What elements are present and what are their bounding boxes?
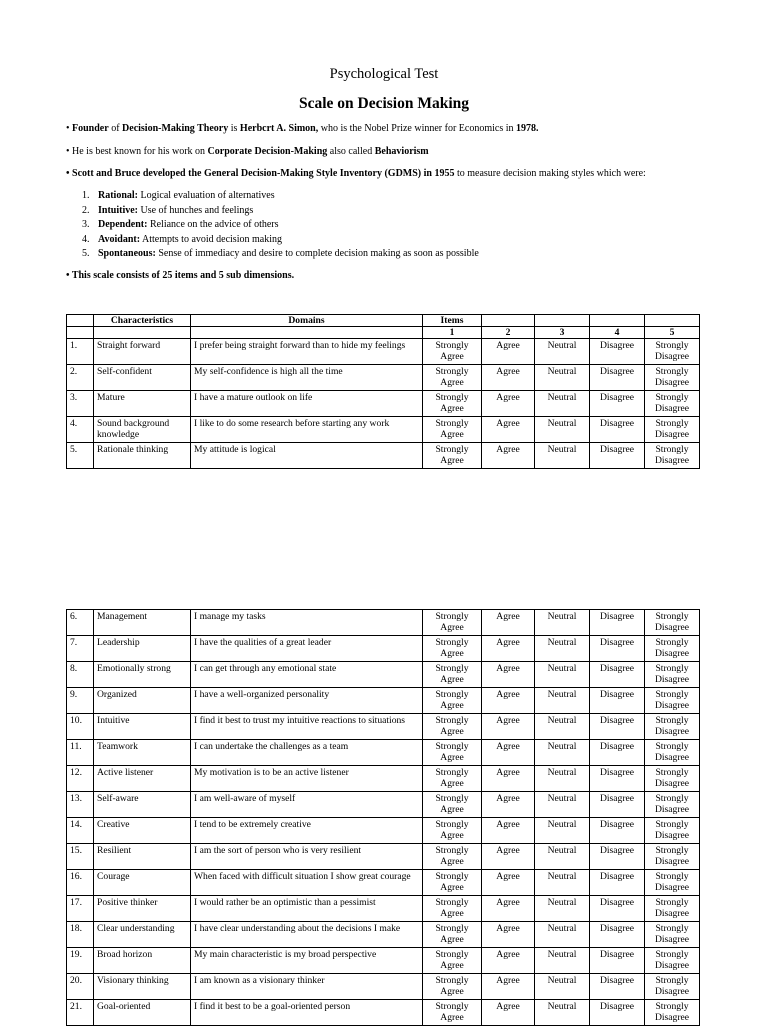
rating-option-2[interactable]: Agree (482, 974, 535, 1000)
table-row (67, 922, 700, 948)
row-characteristic: Intuitive (94, 714, 191, 740)
rating-option-3[interactable]: Neutral (535, 443, 590, 469)
row-domain: I would rather be an optimistic than a pessimist (191, 896, 423, 922)
rating-option-3[interactable]: Neutral (535, 974, 590, 1000)
rating-option-2[interactable]: Agree (482, 844, 535, 870)
row-number: 20. (67, 974, 94, 1000)
row-domain: I am the sort of person who is very resilient (191, 844, 423, 870)
rating-option-2[interactable]: Agree (482, 792, 535, 818)
rating-option-2[interactable]: Agree (482, 636, 535, 662)
list-number: 2. (82, 204, 90, 216)
decision-style-item (82, 233, 479, 248)
table-row (67, 948, 700, 974)
rating-option-2[interactable]: Agree (482, 1000, 535, 1026)
rating-option-4[interactable]: Disagree (590, 948, 645, 974)
row-characteristic: Straight forward (94, 339, 191, 365)
row-characteristic: Sound background knowledge (94, 417, 191, 443)
row-number: 8. (67, 662, 94, 688)
rating-option-4[interactable]: Disagree (590, 844, 645, 870)
rating-option-4[interactable]: Disagree (590, 339, 645, 365)
rating-option-5[interactable]: Strongly Disagree (645, 443, 700, 469)
rating-option-4[interactable]: Disagree (590, 870, 645, 896)
rating-option-2[interactable]: Agree (482, 870, 535, 896)
list-number: 1. (82, 190, 90, 201)
rating-option-1[interactable]: Strongly Agree (423, 391, 482, 417)
row-characteristic: Visionary thinking (94, 974, 191, 1000)
rating-option-5[interactable]: Strongly Disagree (645, 922, 700, 948)
rating-option-1[interactable]: Strongly Agree (423, 818, 482, 844)
row-domain: I find it best to trust my intuitive reactions to situations (191, 714, 423, 740)
scale-table-part2 (66, 609, 700, 1026)
row-domain: I can undertake the challenges as a team (191, 740, 423, 766)
table-row (67, 896, 700, 922)
row-characteristic: Resilient (94, 844, 191, 870)
row-characteristic: Active listener (94, 766, 191, 792)
rating-option-4[interactable]: Disagree (590, 896, 645, 922)
rating-option-4[interactable]: Disagree (590, 688, 645, 714)
rating-option-1[interactable]: Strongly Agree (423, 610, 482, 636)
row-domain: I can get through any emotional state (191, 662, 423, 688)
rating-option-2[interactable]: Agree (482, 714, 535, 740)
rating-option-4[interactable]: Disagree (590, 610, 645, 636)
bullet-gdms (66, 168, 646, 179)
bullet-founder (66, 123, 538, 134)
rating-option-5[interactable]: Strongly Disagree (645, 714, 700, 740)
rating-option-3[interactable]: Neutral (535, 1000, 590, 1026)
rating-option-1[interactable]: Strongly Agree (423, 443, 482, 469)
row-number: 15. (67, 844, 94, 870)
rating-option-5[interactable]: Strongly Disagree (645, 792, 700, 818)
rating-option-2[interactable]: Agree (482, 391, 535, 417)
rating-option-5[interactable]: Strongly Disagree (645, 391, 700, 417)
row-domain: I am well-aware of myself (191, 792, 423, 818)
row-characteristic: Organized (94, 688, 191, 714)
rating-option-1[interactable]: Strongly Agree (423, 844, 482, 870)
rating-option-2[interactable]: Agree (482, 766, 535, 792)
decision-style-item (82, 189, 479, 204)
bullet-bold: • This scale consists of 25 items and 5 sub dimensions. (66, 270, 295, 281)
table-row (67, 688, 700, 714)
row-number: 5. (67, 443, 94, 469)
rating-option-4[interactable]: Disagree (590, 636, 645, 662)
row-domain: I have a mature outlook on life (191, 391, 423, 417)
rating-option-1[interactable]: Strongly Agree (423, 636, 482, 662)
row-number: 12. (67, 766, 94, 792)
rating-option-2[interactable]: Agree (482, 417, 535, 443)
bullet-known-for (66, 146, 429, 157)
rating-option-1[interactable]: Strongly Agree (423, 365, 482, 391)
rating-option-4[interactable]: Disagree (590, 365, 645, 391)
row-number: 3. (67, 391, 94, 417)
header-cell (590, 315, 645, 327)
decision-style-item (82, 204, 479, 219)
table-row (67, 818, 700, 844)
bullet-bold: Behaviorism (374, 146, 429, 157)
rating-option-4[interactable]: Disagree (590, 417, 645, 443)
rating-option-1[interactable]: Strongly Agree (423, 870, 482, 896)
rating-option-3[interactable]: Neutral (535, 688, 590, 714)
rating-option-4[interactable]: Disagree (590, 766, 645, 792)
row-number: 6. (67, 610, 94, 636)
table-row (67, 740, 700, 766)
table-row (67, 417, 700, 443)
rating-option-4[interactable]: Disagree (590, 740, 645, 766)
rating-option-5[interactable]: Strongly Disagree (645, 766, 700, 792)
row-domain: I like to do some research before starting any work (191, 417, 423, 443)
rating-option-3[interactable]: Neutral (535, 610, 590, 636)
row-number: 10. (67, 714, 94, 740)
bullet-text: of (108, 123, 123, 134)
rating-option-2[interactable]: Agree (482, 740, 535, 766)
rating-option-4[interactable]: Disagree (590, 714, 645, 740)
rating-option-3[interactable]: Neutral (535, 844, 590, 870)
row-characteristic: Broad horizon (94, 948, 191, 974)
rating-option-1[interactable]: Strongly Agree (423, 922, 482, 948)
header-col-3: 3 (535, 327, 590, 339)
row-domain: My main characteristic is my broad perspective (191, 948, 423, 974)
header-col-1: 1 (423, 327, 482, 339)
row-characteristic: Management (94, 610, 191, 636)
row-number: 4. (67, 417, 94, 443)
table-row (67, 870, 700, 896)
rating-option-5[interactable]: Strongly Disagree (645, 610, 700, 636)
rating-option-5[interactable]: Strongly Disagree (645, 740, 700, 766)
rating-option-2[interactable]: Agree (482, 688, 535, 714)
list-number: 4. (82, 233, 90, 245)
rating-option-1[interactable]: Strongly Agree (423, 766, 482, 792)
row-number: 16. (67, 870, 94, 896)
row-domain: I find it best to be a goal-oriented person (191, 1000, 423, 1026)
row-number: 1. (67, 339, 94, 365)
row-domain: I am known as a visionary thinker (191, 974, 423, 1000)
row-number: 2. (67, 365, 94, 391)
style-description: Attempts to avoid decision making (140, 233, 282, 245)
rating-option-5[interactable]: Strongly Disagree (645, 818, 700, 844)
row-number: 9. (67, 688, 94, 714)
row-number: 19. (67, 948, 94, 974)
rating-option-5[interactable]: Strongly Disagree (645, 339, 700, 365)
row-number: 11. (67, 740, 94, 766)
style-name: Rational: (98, 190, 138, 201)
rating-option-3[interactable]: Neutral (535, 339, 590, 365)
decision-styles-list (82, 189, 479, 262)
header-col-4: 4 (590, 327, 645, 339)
style-description: Logical evaluation of alternatives (138, 190, 275, 201)
page-subtitle: Scale on Decision Making (298, 95, 470, 112)
rating-option-5[interactable]: Strongly Disagree (645, 636, 700, 662)
rating-option-1[interactable]: Strongly Agree (423, 339, 482, 365)
row-characteristic: Self-confident (94, 365, 191, 391)
bullet-bold: Corporate Decision-Making (207, 146, 328, 157)
header-domains: Domains (191, 315, 423, 327)
rating-option-4[interactable]: Disagree (590, 922, 645, 948)
table-row (67, 339, 700, 365)
table-row (67, 792, 700, 818)
header-col-5: 5 (645, 327, 700, 339)
rating-option-1[interactable]: Strongly Agree (423, 948, 482, 974)
rating-option-5[interactable]: Strongly Disagree (645, 974, 700, 1000)
table-header-numbers-row (67, 327, 700, 339)
bullet-bold: Herbcrt A. Simon, (239, 123, 319, 134)
bullet-bold: 1978. (515, 123, 539, 134)
row-number: 17. (67, 896, 94, 922)
rating-option-2[interactable]: Agree (482, 365, 535, 391)
header-cell (535, 315, 590, 327)
rating-option-3[interactable]: Neutral (535, 417, 590, 443)
rating-option-3[interactable]: Neutral (535, 636, 590, 662)
rating-option-1[interactable]: Strongly Agree (423, 1000, 482, 1026)
row-characteristic: Clear understanding (94, 922, 191, 948)
table-row (67, 365, 700, 391)
row-characteristic: Courage (94, 870, 191, 896)
row-characteristic: Self-aware (94, 792, 191, 818)
rating-option-3[interactable]: Neutral (535, 740, 590, 766)
rating-option-5[interactable]: Strongly Disagree (645, 688, 700, 714)
rating-option-5[interactable]: Strongly Disagree (645, 417, 700, 443)
style-name: Intuitive: (98, 204, 138, 216)
list-number: 3. (82, 219, 90, 231)
table-row (67, 714, 700, 740)
row-characteristic: Emotionally strong (94, 662, 191, 688)
rating-option-4[interactable]: Disagree (590, 792, 645, 818)
rating-option-3[interactable]: Neutral (535, 818, 590, 844)
style-description: Reliance on the advice of others (147, 219, 279, 231)
bullet-scale-info (66, 270, 294, 281)
scale-table-part1 (66, 314, 700, 469)
row-domain: I manage my tasks (191, 610, 423, 636)
rating-option-5[interactable]: Strongly Disagree (645, 948, 700, 974)
header-cell (67, 315, 94, 327)
row-domain: I have the qualities of a great leader (191, 636, 423, 662)
rating-option-4[interactable]: Disagree (590, 443, 645, 469)
table-row (67, 974, 700, 1000)
rating-option-4[interactable]: Disagree (590, 1000, 645, 1026)
table-row (67, 1000, 700, 1026)
rating-option-2[interactable]: Agree (482, 922, 535, 948)
rating-option-2[interactable]: Agree (482, 948, 535, 974)
header-items: Items (423, 315, 482, 327)
row-characteristic: Positive thinker (94, 896, 191, 922)
rating-option-3[interactable]: Neutral (535, 948, 590, 974)
rating-option-5[interactable]: Strongly Disagree (645, 844, 700, 870)
table-row (67, 662, 700, 688)
rating-option-5[interactable]: Strongly Disagree (645, 365, 700, 391)
bullet-bold: • Scott and Bruce developed the General Decision-Making Style Inventory (GDMS) in 1955 (66, 168, 455, 179)
rating-option-1[interactable]: Strongly Agree (423, 792, 482, 818)
table-row (67, 636, 700, 662)
rating-option-1[interactable]: Strongly Agree (423, 714, 482, 740)
style-name: Dependent: (98, 219, 148, 231)
rating-option-2[interactable]: Agree (482, 662, 535, 688)
style-name: Spontaneous: (98, 248, 156, 260)
row-domain: My self-confidence is high all the time (191, 365, 423, 391)
row-characteristic: Leadership (94, 636, 191, 662)
header-cell (482, 315, 535, 327)
row-domain: I prefer being straight forward than to hide my feelings (191, 339, 423, 365)
list-number: 5. (82, 248, 90, 260)
bullet-bold: Decision-Making Theory (122, 123, 229, 134)
row-domain: My motivation is to be an active listener (191, 766, 423, 792)
style-description: Use of hunches and feelings (138, 204, 254, 216)
row-number: 14. (67, 818, 94, 844)
rating-option-4[interactable]: Disagree (590, 662, 645, 688)
row-domain: I have clear understanding about the decisions I make (191, 922, 423, 948)
rating-option-5[interactable]: Strongly Disagree (645, 896, 700, 922)
bullet-text: who is the Nobel Prize winner for Economics in (318, 123, 516, 134)
header-cell (645, 315, 700, 327)
rating-option-3[interactable]: Neutral (535, 922, 590, 948)
row-characteristic: Creative (94, 818, 191, 844)
row-domain: I have a well-organized personality (191, 688, 423, 714)
bullet-text: is (228, 123, 240, 134)
row-number: 18. (67, 922, 94, 948)
header-col-2: 2 (482, 327, 535, 339)
rating-option-3[interactable]: Neutral (535, 870, 590, 896)
decision-style-item (82, 247, 479, 262)
table-row (67, 443, 700, 469)
row-number: 13. (67, 792, 94, 818)
bullet-text: to measure decision making styles which were: (454, 168, 646, 179)
row-characteristic: Teamwork (94, 740, 191, 766)
row-characteristic: Goal-oriented (94, 1000, 191, 1026)
rating-option-1[interactable]: Strongly Agree (423, 896, 482, 922)
bullet-text: • (66, 123, 73, 134)
row-number: 21. (67, 1000, 94, 1026)
row-domain: My attitude is logical (191, 443, 423, 469)
decision-style-item (82, 218, 479, 233)
table-row (67, 610, 700, 636)
header-cell (94, 327, 191, 339)
rating-option-2[interactable]: Agree (482, 443, 535, 469)
header-cell (67, 327, 94, 339)
row-domain: I tend to be extremely creative (191, 818, 423, 844)
rating-option-3[interactable]: Neutral (535, 714, 590, 740)
header-cell (191, 327, 423, 339)
rating-option-2[interactable]: Agree (482, 339, 535, 365)
rating-option-3[interactable]: Neutral (535, 896, 590, 922)
rating-option-2[interactable]: Agree (482, 896, 535, 922)
style-name: Avoidant: (98, 233, 141, 245)
bullet-bold: Founder (72, 123, 109, 134)
rating-option-2[interactable]: Agree (482, 610, 535, 636)
rating-option-1[interactable]: Strongly Agree (423, 688, 482, 714)
rating-option-5[interactable]: Strongly Disagree (645, 870, 700, 896)
row-characteristic: Rationale thinking (94, 443, 191, 469)
rating-option-5[interactable]: Strongly Disagree (645, 1000, 700, 1026)
table-row (67, 391, 700, 417)
rating-option-3[interactable]: Neutral (535, 391, 590, 417)
table-row (67, 766, 700, 792)
table-row (67, 844, 700, 870)
rating-option-4[interactable]: Disagree (590, 818, 645, 844)
rating-option-4[interactable]: Disagree (590, 974, 645, 1000)
bullet-text: • He is best known for his work on (66, 146, 208, 157)
page-title: Psychological Test (329, 66, 439, 82)
rating-option-3[interactable]: Neutral (535, 792, 590, 818)
rating-option-3[interactable]: Neutral (535, 766, 590, 792)
rating-option-1[interactable]: Strongly Agree (423, 662, 482, 688)
bullet-text: also called (327, 146, 375, 157)
style-description: Sense of immediacy and desire to complete decision making as soon as possible (155, 248, 479, 260)
rating-option-3[interactable]: Neutral (535, 365, 590, 391)
row-number: 7. (67, 636, 94, 662)
rating-option-1[interactable]: Strongly Agree (423, 740, 482, 766)
rating-option-2[interactable]: Agree (482, 818, 535, 844)
table-header-row (67, 315, 700, 327)
rating-option-1[interactable]: Strongly Agree (423, 417, 482, 443)
rating-option-5[interactable]: Strongly Disagree (645, 662, 700, 688)
row-domain: When faced with difficult situation I show great courage (191, 870, 423, 896)
header-characteristics: Characteristics (94, 315, 191, 327)
rating-option-1[interactable]: Strongly Agree (423, 974, 482, 1000)
row-characteristic: Mature (94, 391, 191, 417)
rating-option-3[interactable]: Neutral (535, 662, 590, 688)
rating-option-4[interactable]: Disagree (590, 391, 645, 417)
